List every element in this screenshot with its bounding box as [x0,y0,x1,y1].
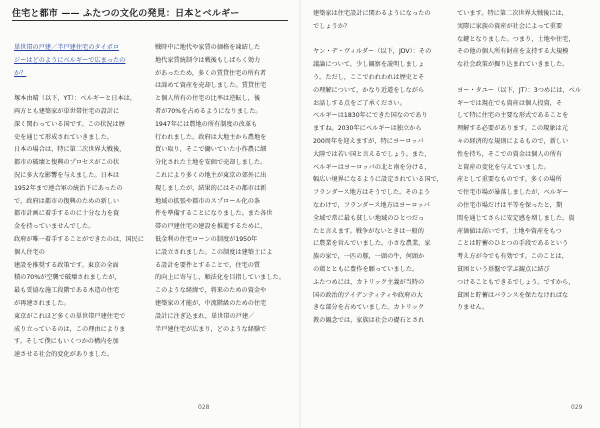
body-line: に農業を営んでいました。小さな農業，家 [313,240,431,248]
body-line: の住宅市場だけは平等を保ったと，期 [457,201,563,209]
question-line: か？ [14,69,27,77]
body-line: 両方とも建築家が単世帯住宅の設計に [14,107,120,115]
body-line: フランダース地方はそうでした。そのよう [313,189,431,197]
body-line: 塚本由晴（以下，YT）：ベルギーと日本は， [14,95,137,103]
body-line: 最も妥協な施工段階である木造の住宅 [14,287,120,295]
body-line: 建築家の才能が，中流階級のための住宅 [155,299,267,307]
body-line: これにより多くの地主が東京の郊外に出 [155,171,267,179]
body-line: と資産の変化を与えていました。 [457,163,550,171]
body-line: 議論について，少し観察を説明しましょ [313,61,425,69]
body-line: 貧困と貯蓄はバランスを保たなければな [457,291,569,299]
chapter-title: 住宅と都市 —— ふたつの文化の発見：日本とベルギー [12,9,240,19]
body-line: 考え方が今でも有効です。このことは， [457,253,568,261]
right-column-1 [313,8,446,328]
body-line: 史を通じて形成されていきました。 [14,133,113,141]
body-line: 1947年には農地の所有制度の改革も [155,120,258,128]
body-line: 都市の破壊と復興のプロセスがこの状 [14,159,120,167]
body-line: 都市計画に着手するのに十分な力を資 [14,210,120,218]
body-line: う。ただし，ここでわれわれは歴史とそ [313,73,425,81]
body-line: る設計を要件とすることで，住宅の質 [155,261,261,269]
page-number: 029 [571,404,583,411]
body-line: ヨー・タユー（以下，JT）：3つめには，ベル [457,86,582,94]
body-line: は諦めて資産を売却しました。賃貸住宅 [155,82,267,90]
body-line: 的向上に寄与し，順法化を目指していました。 [155,274,285,282]
body-line: 国の政治的アイデンティティや政府の大 [313,291,423,299]
title-rule [12,20,288,21]
body-line: ことは貯蓄のひとつの手段であるという [457,240,569,248]
body-line: 200周年を迎えますが，特にヨーロッパ [313,137,424,145]
body-line: して特に住宅の主要な形式であることを [457,112,569,120]
body-line: す。そして僕にもいくつかの構内を加 [14,338,119,346]
body-line: があったため，多くの賃貸住宅の所有者 [155,69,267,77]
body-line: きな部分を占めていました。カトリック [313,304,425,312]
body-line: 者が70%を占めるようになりました。 [155,107,262,115]
body-line: でしょうか？ [313,22,351,30]
body-line: 産として重要なものです。多くの場所 [457,176,562,184]
right-page [300,0,600,428]
body-line: ふたつめには，カトリック主義が当時の [313,278,425,286]
body-line: 日本の場合は，特に第二次世界大戦後， [14,146,126,154]
body-line: 速させる社会的変化がありました。 [14,351,113,359]
body-line: ギーでは現在でも資産は個人投資，そ [457,99,563,107]
body-line: 成り立っているのは，この理由によりま [14,325,126,333]
body-line: 低金利の住宅ローンの制度が1950年 [155,235,258,243]
body-line: と個人所有の住宅の比率は逆転し，後 [155,95,261,103]
body-line: たと言えます。戦争がないときは一般的 [313,227,424,235]
body-line: 全域で常に最も貧しい地域のひとつだっ [313,214,425,222]
page-number: 028 [198,404,210,411]
body-line: 行われました。政府は大地主から農地を [155,133,267,141]
body-line: 々の経済的な規則によるもので，新しい [457,137,569,145]
body-line: 分化された土地を安価で売却しました。 [155,159,267,167]
body-line: りません。 [457,304,489,312]
body-line: 地域の拡張や都市のスプロール化の条 [155,197,261,205]
body-line: 買い取り，そこで働いていた小作農に細 [155,146,267,154]
body-line: 東京がこれほど多くの単世帯戸建住宅で [14,312,126,320]
answer-text [14,93,144,362]
body-line: の鶏とともに豊作を願っていました。 [313,265,419,273]
body-line: が再建されました。 [14,299,70,307]
body-line: 理解する必要があります。この現象は元 [457,125,568,133]
body-line: つけることもできるでしょう。ですから， [457,278,575,286]
body-line: その他の個人所有財産を支持する大規模 [457,48,569,56]
body-line: に設立されました。この制度は建築士によ [155,248,273,256]
body-line: ヤン・デ・ヴィルダー（以下，JDV）：その [313,48,432,56]
body-line: 大陸では若い国と言えるでしょう。また， [313,150,431,158]
body-line: 建設を推奨する政策です。東京の全面 [14,261,119,269]
body-line: 教の観念では，家族は社会の礎石とされ [313,317,425,325]
body-line: 地代家賃統制令は戦後もしばらく効力 [155,56,261,64]
body-line: 貧困という基盤で学ぶ観点に結び [457,265,550,273]
body-line: 産価値は高いです。土地や資産をもつ [457,227,562,235]
body-line: 況に多大な影響を与えました。日本は [14,171,120,179]
body-line: なわけで，フランダース地方はヨーロッパ [313,201,430,209]
body-line: ています。特に第二次世界大戦後には， [457,10,568,17]
body-line: の理解について，かなり近道をしながら [313,86,425,94]
body-line: な鍵となりました。つまり，土地や住宅， [457,35,575,43]
body-line: 実際に家族の資産が社会によって重要 [457,22,563,30]
interview-question [14,42,144,80]
body-line: 1952年まで連合軍の統治下にあったの [14,184,123,192]
body-line: このような経緯で，将来のための資金や [155,287,267,295]
body-line: 戦時中に地代や家賃の価格を凍結した [155,44,261,51]
body-line: 性を持ち，そこでの資金は個人の所有 [457,150,563,158]
question-line: ジーはどのようにベルギーで広まったの [14,56,126,64]
body-line: な社会政策が掘り込まれていきました。 [457,61,569,69]
body-line: 半戸建住宅が広まり，どのような経験で [155,325,267,333]
body-line: 建築家は住宅設計に関わるようになったの [313,10,431,17]
body-line: 設計に注ぎ込まれ，単世帯の戸建／ [155,312,255,320]
body-line: 現しましたが，結果的にはその都市は新 [155,184,267,192]
body-line: で，政府は都市の復興のための新しい [14,197,120,205]
body-line: 件を準備することになりました。また各世 [155,210,273,218]
body-line: 帯の戸建住宅の建設を推進するために， [155,223,267,231]
question-line: 単世帯の戸建／半戸建住宅のタイポロ [14,44,120,51]
body-line: 積の70%が空襲で破壊されましたが， [14,274,121,282]
right-column-2 [457,8,587,315]
left-column-1 [14,42,144,362]
body-line: 幅広い境界になるように設定されている国で， [313,176,443,184]
left-column-2 [155,42,288,336]
body-line: 金を持っていませんでした。 [14,223,95,231]
body-line: ベルギーは1830年にできた国なのであり [313,112,428,120]
body-line: 政府が唯一着手することができたのは，国民に個人住宅の [14,235,144,256]
body-line: 深く関わっている国です。この状況は歴 [14,120,125,128]
body-line: 族の家で，一匹の豚，一頭の牛，何頭か [313,253,425,261]
body-line: で住宅市場が暴落しましたが，ベルギー [457,189,569,197]
body-line: お話しする点をご了承ください。 [313,99,406,107]
body-line: ベルギーはヨーロッパの北と南を分ける， [313,163,431,171]
body-line: 間を通じてさらに安定感を増しました。資 [457,214,575,222]
body-line: ますね。2030年にベルギーは独立から [313,125,422,133]
